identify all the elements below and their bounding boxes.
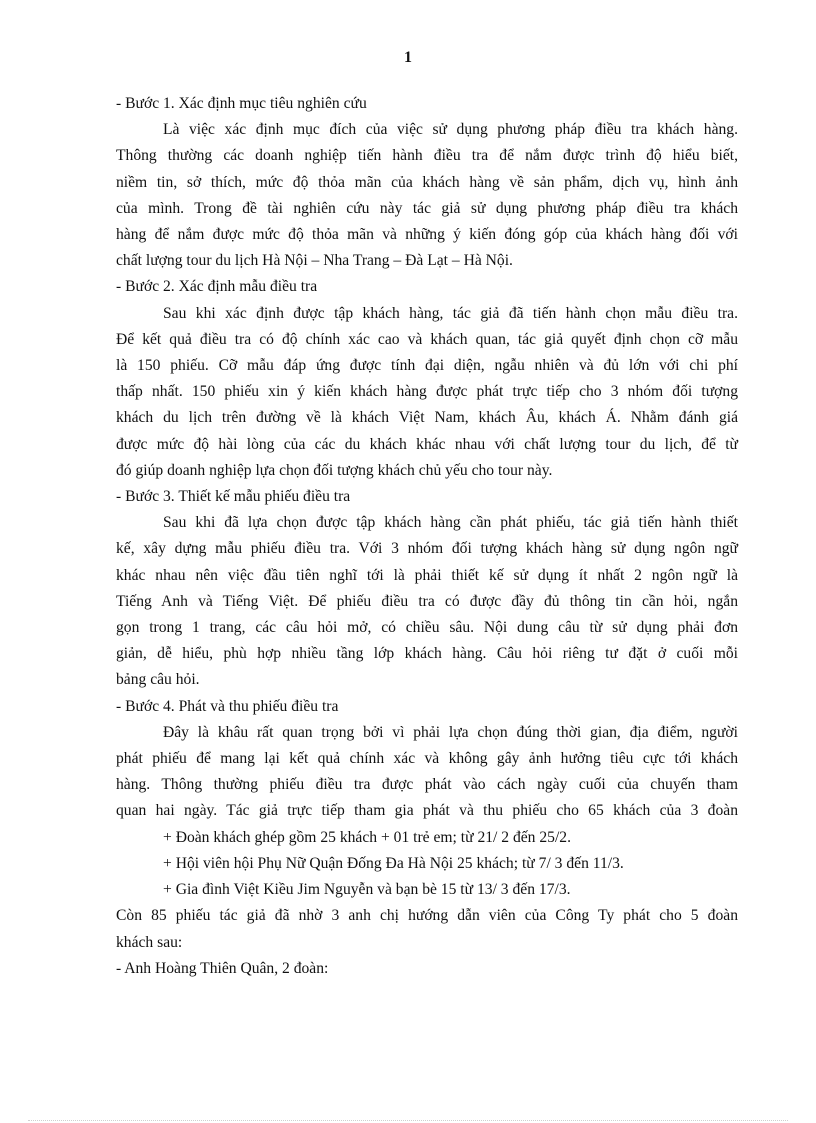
tour-group-item: + Đoàn khách ghép gồm 25 khách + 01 trẻ em; từ 21/ 2 đến 25/2.: [163, 828, 572, 846]
page-bottom-divider: [28, 1120, 788, 1121]
step-3-line: gọn trong 1 trang, các câu hỏi mở, có chiều sâu. Nội dung câu từ sử dụng phải đơn: [116, 619, 738, 637]
step-3-line: kế, xây dựng mẫu phiếu điều tra. Với 3 nhóm đối tượng khách hàng sử dụng ngôn ngữ: [116, 540, 738, 558]
guide-item: - Anh Hoàng Thiên Quân, 2 đoàn:: [116, 959, 329, 977]
step-4-line: quan hai ngày. Tác giả trực tiếp tham gia phát và thu phiếu cho 65 khách của 3 đoàn: [116, 802, 738, 820]
step-4-line: Đây là khâu rất quan trọng bởi vì phải lựa chọn đúng thời gian, địa điểm, người: [163, 723, 738, 741]
step-4-remaining-line: khách sau:: [116, 933, 183, 951]
step-3-line: Sau khi đã lựa chọn được tập khách hàng cần phát phiếu, tác giả tiến hành thiết: [163, 514, 738, 532]
step-4-section: [116, 694, 738, 982]
step-1-line: chất lượng tour du lịch Hà Nội – Nha Trang – Đà Lạt – Hà Nội.: [116, 252, 513, 270]
step-1-line: niềm tin, sở thích, mức độ thỏa mãn của khách hàng về sản phẩm, dịch vụ, hình ảnh: [116, 173, 738, 191]
document-body: [116, 91, 738, 982]
step-1-line: Là việc xác định mục đích của việc sử dụng phương pháp điều tra khách hàng.: [163, 121, 738, 139]
tour-group-item: + Hội viên hội Phụ Nữ Quận Đống Đa Hà Nội 25 khách; từ 7/ 3 đến 11/3.: [163, 854, 624, 872]
step-1-line: của mình. Trong đề tài nghiên cứu này tác giả sử dụng phương pháp điều tra khách: [116, 199, 738, 217]
step-3-heading: - Bước 3. Thiết kế mẫu phiếu điều tra: [116, 488, 351, 506]
step-2-line: thấp nhất. 150 phiếu xin ý kiến khách hàng được phát trực tiếp cho 3 nhóm đối tượng: [116, 383, 738, 401]
step-2-line: Sau khi xác định được tập khách hàng, tác giả đã tiến hành chọn mẫu điều tra.: [163, 304, 738, 322]
step-1-line: Thông thường các doanh nghiệp tiến hành điều tra để nắm được trình độ hiểu biết,: [116, 147, 738, 165]
page-number: 1: [404, 49, 412, 66]
step-2-line: được mức độ hài lòng của các du khách khác nhau với chất lượng tour du lịch, để từ: [116, 435, 738, 453]
step-2-heading: - Bước 2. Xác định mẫu điều tra: [116, 278, 318, 296]
step-3-section: [116, 484, 738, 694]
step-4-line: hàng. Thông thường phiếu điều tra được phát vào cách ngày cuối của chuyến tham: [116, 776, 738, 794]
tour-group-item: + Gia đình Việt Kiều Jim Nguyễn và bạn bè 15 từ 13/ 3 đến 17/3.: [163, 881, 571, 899]
step-4-line: phát phiếu để mang lại kết quả chính xác và không gây ảnh hưởng tiêu cực tới khách: [116, 750, 738, 768]
step-3-line: giản, dễ hiểu, phù hợp nhiều tầng lớp khách hàng. Câu hỏi riêng tư đặt ở cuối mỗi: [116, 645, 738, 663]
step-3-line: bảng câu hỏi.: [116, 671, 200, 689]
step-2-line: khách du lịch trên đường về là khách Việt Nam, khách Âu, khách Á. Nhằm đánh giá: [116, 409, 738, 427]
step-1-section: [116, 91, 738, 274]
step-2-section: [116, 274, 738, 484]
step-3-line: khác nhau nên việc đầu tiên nghĩ tới là phải thiết kế sử dụng ít nhất 2 ngôn ngữ là: [116, 566, 738, 584]
step-1-heading: - Bước 1. Xác định mục tiêu nghiên cứu: [116, 95, 367, 112]
step-2-line: đó giúp doanh nghiệp lựa chọn đối tượng khách chủ yếu cho tour này.: [116, 461, 553, 479]
step-4-heading: - Bước 4. Phát và thu phiếu điều tra: [116, 697, 339, 715]
step-3-line: Tiếng Anh và Tiếng Việt. Để phiếu điều tra có được đầy đủ thông tin cần hỏi, ngắn: [116, 592, 738, 610]
step-2-line: Để kết quả điều tra có độ chính xác cao và khách quan, tác giả quyết định chọn cỡ mẫu: [116, 330, 738, 348]
step-1-line: hàng để nắm được mức độ thỏa mãn và những ý kiến đóng góp của khách hàng đối với: [116, 226, 738, 244]
step-4-remaining-line: Còn 85 phiếu tác giả đã nhờ 3 anh chị hướng dẫn viên của Công Ty phát cho 5 đoàn: [116, 907, 738, 925]
step-2-line: là 150 phiếu. Cỡ mẫu đáp ứng được tính đại diện, ngẫu nhiên và đủ lớn với chi phí: [116, 357, 738, 375]
